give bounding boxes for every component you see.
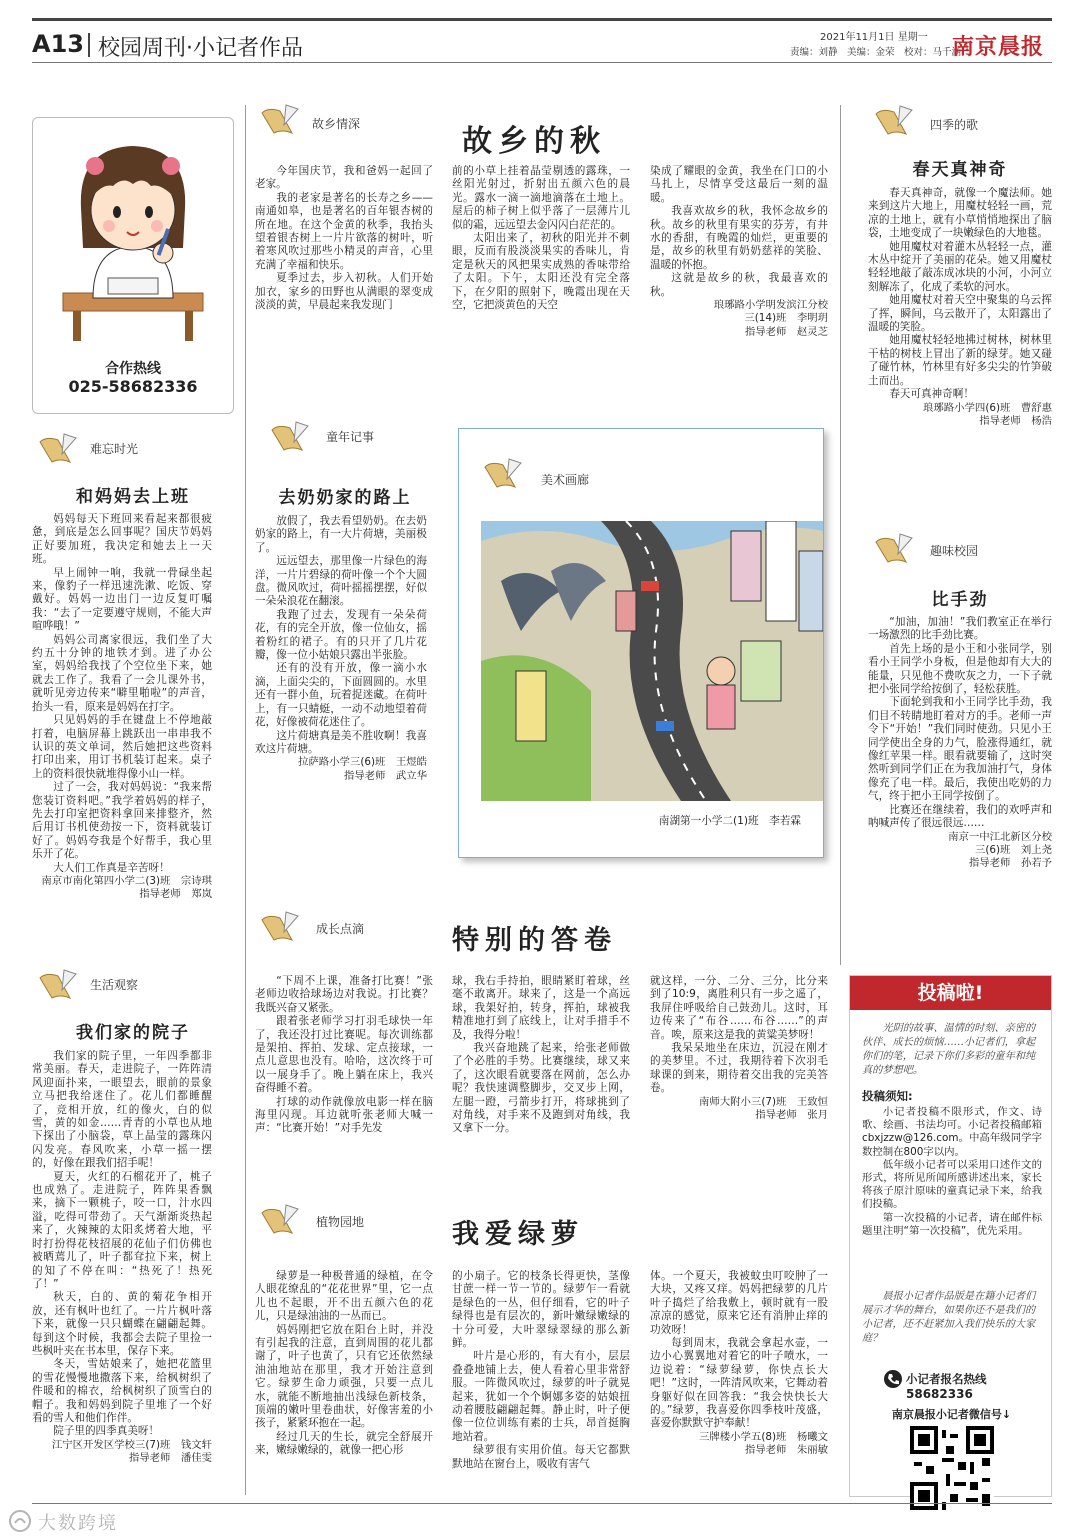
paragraph: “加油，加油！”我们教室正在举行一场激烈的比手劲比赛。: [868, 616, 1052, 642]
column-rule: [245, 105, 246, 1495]
paragraph: 体。一个夏天，我被蚊虫叮咬肿了一大块，又疼又痒。妈妈把绿萝的几片叶子捣烂了给我敷上，顿时就有一股凉凉的感觉，原来它还有消肿止痒的功效呀！: [650, 1270, 828, 1336]
paragraph: 春天可真神奇啊！: [889, 388, 974, 401]
scroll-quill-icon: [258, 910, 302, 944]
paragraph: 第一次投稿的小记者，请在邮件标题里注明“第一次投稿”，优先采用。: [862, 1211, 1042, 1237]
author-school: 琅琊路小学明发滨江分校: [713, 299, 828, 312]
section-label-gallery: 美术画廊: [541, 473, 590, 487]
submission-intro: 光阴的故事、温情的时刻、亲密的伙伴、成长的烦恼……小记者们，拿起你们的笔，记录下你们多彩的童年和纯真的梦想吧。: [862, 1023, 1036, 1076]
phone-icon: [884, 1370, 902, 1388]
article-title-yard: 我们家的院子: [76, 1023, 190, 1043]
paragraph: 叶片是心形的，有大有小，层层叠叠地铺上去，使人看着心里非常舒服。一阵微风吹过，绿萝的叶子就晃起来，犹如一个个婀娜多姿的姑娘扭动着腰肢翩翩起舞。静止时，叶子便像一位位训练有素的士兵，昂首挺胸地站着。: [452, 1350, 630, 1443]
autumn-column-3: [650, 165, 828, 395]
section-label-seasons: 四季的歌: [930, 118, 979, 132]
header-divider: [88, 33, 90, 57]
exam-column-3: [650, 975, 828, 1190]
paragraph: 绿萝是一种极普通的绿植，在令人眼花缭乱的“花花世界”里，它一点儿也不起眼，开不出五颜六色的花儿，只是绿油油的一丛而已。: [255, 1270, 433, 1323]
paragraph: 妈妈刚把它放在阳台上时，并没有引起我的注意，直到周围的花儿都谢了，叶子也黄了，只有它还依然绿油油地站在那里，我才开始注意到它。绿萝生命力顽强，只要一点儿水，就能不断地抽出浅绿色新枝条，顶端的嫩叶里卷曲状，好像害羞的小孩子，紧紧环抱在一起。: [255, 1323, 433, 1430]
pothos-column-3: [650, 1270, 828, 1502]
author-school: 拉萨路小学三(6)班 王煜皓: [297, 756, 427, 769]
paragraph: 我们家的院子里，一年四季都非常美丽。春天，走进院子，一阵阵清风迎面扑来，一眼望去，眼前的景象立马把我给迷住了。花儿们都睡醒了，竞相开放，红的像火，白的似雪，黄的如金……青青的小草也从地下探出了小脑袋，草上晶莹的露珠闪闪发亮。春风吹来，小草一摇一摆的，好像在跟我们招手呢！: [32, 1050, 212, 1170]
author-school: 南京市南化第四小学二(3)班 宗诗琪: [41, 874, 212, 887]
scroll-quill-icon: [268, 420, 312, 454]
child-drawing-city-road: [481, 521, 823, 801]
paragraph: “下周不上课，准备打比赛！”张老师边收拾球场边对我说。打比赛？我既兴奋又紧张。: [255, 975, 433, 1014]
watermark-logo: [8, 1508, 188, 1534]
section-label-childhood: 童年记事: [326, 430, 375, 444]
article-title-exam: 特别的答卷: [452, 925, 617, 956]
author-teacher: 指导老师 孙若予: [968, 857, 1052, 870]
exam-column-2: [452, 975, 630, 1190]
section-title: 校园周刊·小记者作品: [98, 36, 303, 61]
article-title-wrist: 比手劲: [931, 590, 989, 610]
section-label-plants: 植物园地: [316, 1215, 365, 1229]
scroll-quill-icon: [36, 968, 80, 1002]
column-rule: [840, 105, 841, 965]
header-bottom-rule: [32, 62, 1052, 63]
section-label-memories: 难忘时光: [90, 442, 139, 456]
paragraph: 远远望去，那里像一片绿色的海洋，一片片碧绿的荷叶像一个个大圆盘。微风吹过，荷叶摇摇摆摆，好似一朵朵浪花在翻滚。: [255, 555, 427, 608]
notice-body: [862, 1106, 1042, 1238]
paragraph: 我的老家是著名的长寿之乡——南通如皋，也是著名的百年银杏树的所在地。在这个金黄的秋季，我抬头望着银杏树上一片片欲落的树叶，听着寒风吹过那些小精灵的声音，心里充满了幸福和快乐。: [255, 191, 433, 271]
scroll-quill-icon: [258, 1203, 302, 1237]
paragraph: 我兴奋地跳了起来，给张老师做了个必胜的手势。比赛继续，球又来了，这次眼看就要落在网前，怎么办呢？我快速调整脚步，交叉步上网，左腿一蹬，弓箭步打开，将球挑到了对角线，对手来不及跑到对角线，我又拿下一分。: [452, 1042, 630, 1135]
art-gallery-box: [458, 428, 824, 858]
paragraph: 每到周末，我就会拿起水壶，一边小心翼翼地对着它的叶子喷水，一边说着：“绿萝绿萝，你快点长大吧！”这时，一阵清风吹来，它舞动着身躯好似在回答我：“我会快快长大的。”绿萝，我喜爱你四季枝叶茂盛，喜爱你默默守护奉献！: [650, 1337, 828, 1430]
author-teacher: 指导老师 武立华: [343, 769, 427, 782]
paragraph: 只见妈妈的手在键盘上不停地敲打着，电脑屏幕上跳跃出一串串我不认识的英文单词，然后她把这些资料打印出来，用订书机装订起来。桌子上的资料很快就堆得像小山一样。: [32, 714, 212, 780]
paragraph: 妈妈公司离家很远，我们坐了大约五十分钟的地铁才到。进了办公室，妈妈给我找了个空位坐下来，她就去工作了。我看了一会儿课外书，就听见旁边传来“噼里啪啦”的声音，抬头一看，原来是妈妈在打字。: [32, 633, 212, 713]
paragraph: 我呆呆地坐在床边，沉浸在刚才的美梦里。不过，我期待着下次羽毛球课的到来，期待着交出我的完美答卷。: [650, 1042, 828, 1095]
paragraph: 院子里的四季真美呀！: [53, 1425, 160, 1438]
article-title-work: 和妈妈去上班: [76, 487, 190, 507]
author-teacher: 指导老师 张月: [755, 1109, 828, 1122]
author-class: 三(6)班 刘上尧: [974, 843, 1052, 856]
paragraph: 比赛还在继续着，我们的欢呼声和呐喊声传了很远很远……: [868, 803, 1052, 830]
wrist-body: [868, 616, 1052, 951]
paragraph: 这就是故乡的秋，我最喜欢的秋。: [650, 272, 828, 298]
invite-text: 晨报小记者作品版是在籍小记者们展示才华的舞台，如果你还不是我们的小记者，还不赶紧加入我们快乐的大家庭？: [862, 1291, 1036, 1344]
paragraph: 经过几天的生长，就完全舒展开来，嫩绿嫩绿的，就像一把心形: [255, 1430, 433, 1457]
paragraph: 她用魔杖轻轻地拂过树林，树林里干枯的树枝上冒出了新的绿芽。她又碰了碰竹林，竹林里有好多尖尖的竹笋破土而出。: [868, 334, 1052, 387]
paragraph: 夏天，火红的石榴花开了，桃子也成熟了。走进院子，阵阵果香飘来，摘下一颗桃子，咬一口，汁水四溢，吃得可带劲了。天气渐渐炎热起来了，火辣辣的太阳炙烤着大地，平时打扮得花枝招展的花仙子们仿佛也被晒蔫儿了，叶子都耷拉下来，树上的知了不停在叫：“热死了！热死了！”: [32, 1170, 212, 1290]
paragraph: 低年级小记者可以采用口述作文的形式，将所见所闻所感讲述出来，家长将孩子原汁原味的童真记录下来，给我们投稿。: [862, 1158, 1042, 1211]
paragraph: 冬天，雪姑娘来了，她把花篮里的雪花慢慢地撒落下来，给枫树织了件暖和的棉衣，给枫树织了顶雪白的帽子。我和妈妈到院子里堆了一个好看的雪人和他们作伴。: [32, 1358, 212, 1424]
header-top-rule: [32, 18, 1052, 21]
article-title-pothos: 我爱绿萝: [452, 1219, 584, 1250]
paragraph: 她用魔杖对着天空中聚集的乌云挥了挥，瞬间，乌云散开了，太阳露出了温暖的笑脸。: [868, 294, 1052, 334]
paragraph: 早上闹钟一响，我就一骨碌坐起来，像豹子一样迅速洗漱、吃饭、穿戴好。妈妈一边出门一边反复叮嘱我：“去了一定要遵守规则，不能大声喧哗哦！”: [32, 566, 212, 633]
paragraph: 秋天，白的、黄的菊花争相开放，还有枫叶也红了。一片片枫叶落下来，就像一只只蝴蝶在翩翩起舞。每到这个时候，我都会去院子里捡一些枫叶夹在书本里，保存下来。: [32, 1291, 212, 1357]
qr-code-image: [910, 1426, 994, 1510]
scroll-quill-icon: [36, 432, 80, 466]
paragraph: 跟着张老师学习打羽毛球快一年了，我还没打过比赛呢。每次训练都是架拍、挥拍、发球、定点接球，一点儿意思也没有。哈哈，这次终于可以一展身手了。晚上躺在床上，我兴奋得睡不着。: [255, 1015, 433, 1095]
paragraph: 我跑了过去，发现有一朵朵荷花，有的完全开放，像一位仙女，摇着粉红的裙子。有的只开了几片花瓣，像一位小姑娘只露出半张脸。: [255, 608, 427, 662]
section-label-hometown: 故乡情深: [312, 117, 361, 131]
scroll-quill-icon: [258, 103, 302, 137]
paragraph: 就这样，一分、二分、三分，比分来到了10:9，离胜利只有一步之遥了，我屏住呼吸给自己鼓劲儿。这时，耳边传来了“布谷……布谷……”的声音。唉，原来这是我的黄粱美梦呀！: [650, 975, 828, 1041]
paragraph: 放假了，我去看望奶奶。在去奶奶家的路上，有一大片荷塘，美丽极了。: [255, 515, 427, 554]
pothos-column-1: [255, 1270, 433, 1502]
author-school: 三牌楼小学五(8)班 杨曦文: [698, 1430, 828, 1443]
scroll-quill-icon: [872, 104, 916, 138]
author-teacher: 指导老师 潘佳雯: [128, 1452, 212, 1465]
issue-date: 2021年11月1日 星期一: [820, 32, 928, 43]
paragraph: 首先上场的是小王和小张同学，别看小王同学小身板，但是他却有大大的能量，只见他不费吹灰之力，一下子就把小张同学给按倒了，轻松获胜。: [868, 642, 1052, 696]
paragraph: 今年国庆节，我和爸妈一起回了老家。: [255, 165, 433, 191]
grandma-body: [255, 515, 427, 865]
paragraph: 下面轮到我和小王同学比手劲，我们目不转睛地盯着对方的手。老师一声令下“开始！”我们同时使劲。只见小王同学使出全身的力气，脸涨得通红，就像红苹果一样。眼看就要输了，这时突然听到同学们正在为我加油打气，身体像充了电一样。最后，我使出吃奶的力气，终于把小王同学按倒了。: [868, 696, 1052, 803]
paragraph: 球，我右手持拍，眼睛紧盯着球，丝毫不敢离开。球来了，这是一个高远球，我架好拍，转身，挥拍，球被我精准地打到了底线上，让对手措手不及，我得分啦！: [452, 975, 630, 1041]
paragraph: 绿萝很有实用价值。每天它都默默地站在窗台上，吸收有害气: [452, 1444, 630, 1470]
paragraph: 这片荷塘真是美不胜收啊！我喜欢这片荷塘。: [255, 729, 427, 755]
pothos-column-2: [452, 1270, 630, 1502]
section-label-growth: 成长点滴: [316, 922, 365, 936]
autumn-column-1: [255, 165, 433, 395]
article-title-spring: 春天真神奇: [912, 160, 1008, 180]
author-school: 南师大附小三(7)班 王致恒: [698, 1095, 828, 1108]
paragraph: 我喜欢故乡的秋，我怀念故乡的秋。故乡的秋里有果实的芬芳，有井水的香甜，有晚霞的灿烂，更重要的是，故乡的秋里有奶奶慈祥的笑脸、温暖的怀抱。: [650, 205, 828, 271]
article-title-grandma: 去奶奶家的路上: [278, 488, 412, 508]
paragraph: 前的小草上挂着晶莹剔透的露珠，一丝阳光射过，折射出五颜六色的晨光。露水一滴一滴地滴落在土地上。屋后的柿子树上似乎落了一层薄片儿似的霜，远远望去金闪闪白茫茫的。: [452, 165, 630, 231]
editors-line: 责编：刘静 美编：金荣 校对：马千涵: [790, 47, 962, 58]
exam-column-1: [255, 975, 433, 1190]
paragraph: 打球的动作就像放电影一样在脑海里闪现。耳边就听张老师大喊一声：“比赛开始！”对手先发: [255, 1095, 433, 1135]
hotline-number: 025-58682336: [68, 377, 198, 396]
author-teacher: 指导老师 郑岚: [139, 888, 212, 901]
paragraph: 太阳出来了，初秋的阳光并不刺眼，反而有股淡淡果实的香味儿，肯定是秋天的风把果实成熟的香味带给了太阳。下午，太阳还没有完全落下，在夕阳的照射下，晚霞出现在天空，它把淡黄色的天空: [452, 232, 630, 312]
paragraph: 她用魔杖对着灌木丛轻轻一点，灌木丛中绽开了美丽的花朵。她又用魔杖轻轻地敲了敲冻成冰块的小河，小河立刻解冻了，化成了柔软的河水。: [868, 240, 1052, 293]
paragraph: 染成了耀眼的金黄，我坐在门口的小马扎上，尽情享受这最后一刻的温暖。: [650, 165, 828, 204]
paragraph: 小记者投稿不限形式，作文、诗歌、绘画、书法均可。小记者投稿邮箱 cbxjzzw@126.com。中高年级同学字数控制在800字以内。: [862, 1106, 1042, 1158]
newspaper-logo: 南京晨报: [952, 34, 1045, 60]
art-caption: 南湖第一小学二(1)班 李若霖: [658, 815, 801, 827]
submission-box: [849, 975, 1052, 1497]
cartoon-girl-illustration: [33, 128, 233, 348]
work-body: [32, 513, 212, 918]
scroll-quill-icon: [481, 457, 525, 491]
yard-body: [32, 1050, 212, 1500]
reporter-hotline-label: 小记者报名热线: [906, 1372, 987, 1386]
section-label-life: 生活观察: [90, 978, 139, 992]
author-school: 琅琊路小学四(6)班 曹舒惠: [922, 401, 1052, 414]
author-class: 三(14)班 李明玥: [744, 312, 828, 325]
paragraph: 还有的没有开放，像一滴小水滴，上面尖尖的，下面圆圆的。水里还有一群小鱼，玩着捉迷藏。在荷叶上，有一只蜻蜓，一动不动地望着荷花，好像被荷花迷住了。: [255, 662, 427, 729]
author-school: 江宁区开发区学校三(7)班 钱文轩: [51, 1438, 212, 1451]
paragraph: 春天真神奇，就像一个魔法师。她来到这片大地上，用魔杖轻轻一画，荒凉的土地上，就有小草悄悄地探出了脑袋，土地变成了一块嫩绿色的大地毯。: [868, 187, 1052, 240]
autumn-column-2: [452, 165, 630, 395]
hotline-label: 合作热线: [105, 361, 161, 377]
section-label-fun-campus: 趣味校园: [930, 544, 979, 558]
paragraph: 妈妈每天下班回来看起来都很疲惫，到底是怎么回事呢？国庆节妈妈正好要加班，我决定和她去上一天班。: [32, 513, 212, 566]
hotline-box: [32, 117, 234, 414]
notice-title: 投稿须知:: [862, 1089, 913, 1103]
scroll-quill-icon: [872, 532, 916, 566]
author-teacher: 指导老师 杨浩: [979, 414, 1052, 427]
author-teacher: 指导老师 赵灵芝: [744, 325, 828, 338]
watermark-icon: [8, 1509, 32, 1533]
article-title-autumn: 故乡的秋: [462, 124, 606, 159]
wechat-label: 南京晨报小记者微信号↓: [891, 1408, 1012, 1421]
author-teacher: 指导老师 朱丽敏: [744, 1444, 828, 1457]
footer-rule: [32, 1503, 1052, 1504]
page-number: A13: [32, 30, 84, 58]
reporter-hotline-number: 58682336: [906, 1387, 973, 1401]
spring-body: [868, 187, 1052, 487]
paragraph: 夏季过去，步入初秋。人们开始加衣，家乡的田野也从满眼的翠变成淡淡的黄，早晨起来我发现门: [255, 272, 433, 312]
paragraph: 的小扇子。它的枝条长得更快，茎像甘蔗一样一节一节的。绿萝乍一看就是绿色的一丛，但仔细看，它的叶子绿得也是有层次的，新叶嫩绿嫩绿的十分可爱，大叶翠绿翠绿的那么新鲜。: [452, 1270, 630, 1350]
watermark-text: 大数跨境: [38, 1513, 118, 1534]
paragraph: 过了一会，我对妈妈说：“我来帮您装订资料吧。”我学着妈妈的样子，先去打印室把资料拿回来排整齐，然后用订书机使劲按一下，资料就装订好了。妈妈夸我是个好帮手，我心里乐开了花。: [32, 781, 212, 861]
paragraph: 大人们工作真是辛苦呀！: [53, 861, 170, 874]
author-school: 南京一中江北新区分校: [948, 830, 1052, 843]
submission-header: 投稿啦!: [850, 976, 1051, 1010]
